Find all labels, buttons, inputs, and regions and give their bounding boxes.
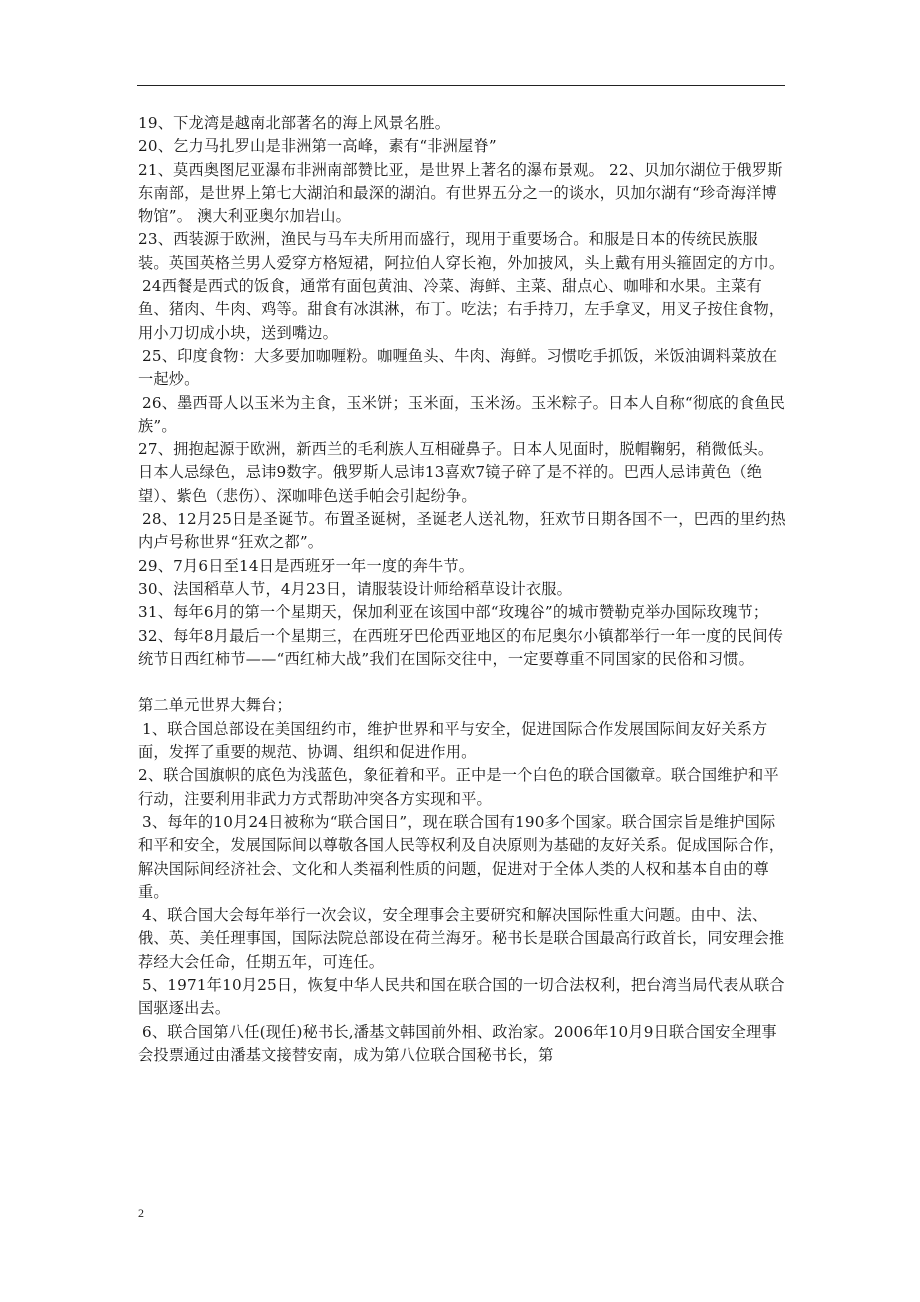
section-heading: 第二单元世界大舞台；	[138, 696, 292, 715]
paragraph-31: 31、每年6月的第一个星期天，保加利亚在该国中部“玫瑰谷”的城市赞勒克举办国际玫瑰节；	[138, 603, 769, 622]
paragraph-19: 19、下龙湾是越南北部著名的海上风景名胜。	[138, 114, 451, 132]
paragraph-20: 20、乞力马扎罗山是非洲第一高峰，素有“非洲屋脊”	[138, 137, 497, 156]
paragraph-28: 28、12月25日是圣诞节。布置圣诞树，圣诞老人送礼物，狂欢节日期各国不一，巴西的里约热内卢号称世界“狂欢之都”。	[138, 510, 786, 552]
paragraph-21-22: 21、莫西奥图尼亚瀑布非洲南部赞比亚，是世界上著名的瀑布景观。 22、贝加尔湖位于俄罗斯东南部，是世界上第七大湖泊和最深的湖泊。有世界五分之一的谈水，贝加尔湖有“珍奇海洋博物馆”。 澳大利亚奥尔加岩山。	[138, 160, 783, 226]
paragraph-23: 23、西装源于欧洲，渔民与马车夫所用而盛行，现用于重要场合。和服是日本的传统民族服装。英国英格兰男人爱穿方格短裙，阿拉伯人穿长袍，外加披风，头上戴有用头箍固定的方巾。	[138, 230, 785, 272]
paragraph-24: 24西餐是西式的饭食，通常有面包黄油、冷菜、海鲜、主菜、甜点心、咖啡和水果。主菜有鱼、猪肉、牛肉、鸡等。甜食有冰淇淋，布丁。吃法；右手持刀，左手拿叉，用叉子按住食物，用小刀切成小块，送到嘴边。	[138, 277, 785, 342]
blank-line	[138, 671, 788, 694]
header-rule	[137, 85, 785, 86]
page-number: 2	[138, 1206, 144, 1220]
paragraph-30: 30、法国稻草人节，4月23日，请服装设计师给稻草设计衣服。	[138, 579, 573, 598]
un-paragraph-1: 1、联合国总部设在美国纽约市，维护世界和平与安全，促进国际合作发展国际间友好关系方面，发挥了重要的规范、协调、组织和促进作用。	[138, 719, 768, 762]
paragraph-32: 32、每年8月最后一个星期三，在西班牙巴伦西亚地区的布尼奥尔小镇都举行一年一度的民间传统节日西红柿节——“西红柿大战”我们在国际交往中，一定要尊重不同国家的民俗和习惯。	[138, 626, 784, 668]
un-paragraph-4: 4、联合国大会每年举行一次会议，安全理事会主要研究和解决国际性重大问题。由中、法、俄、英、美任理事国，国际法院总部设在荷兰海牙。秘书长是联合国最高行政首长，同安理会推荐经大会任命，任期五年，可连任。	[138, 906, 785, 971]
paragraph-27: 27、拥抱起源于欧洲，新西兰的毛利族人互相碰鼻子。日本人见面时，脱帽鞠躬，稍微低头。日本人忌绿色，忌讳9数字。俄罗斯人忌讳13喜欢7镜子碎了是不祥的。巴西人忌讳黄色（绝望）、紫色（悲伤）、深咖啡色送手帕会引起纷争。	[138, 440, 774, 505]
un-paragraph-6: 6、联合国第八任(现任)秘书长,潘基文韩国前外相、政治家。2006年10月9日联合国安全理事会投票通过由潘基文接替安南，成为第八位联合国秘书长，第	[138, 1022, 777, 1064]
paragraph-25: 25、印度食物：大多要加咖喱粉。咖喱鱼头、牛肉、海鲜。习惯吃手抓饭，米饭油调料菜放在一起炒。	[138, 346, 778, 389]
un-paragraph-2: 2、联合国旗帜的底色为浅蓝色，象征着和平。正中是一个白色的联合国徽章。联合国维护和平行动，注要利用非武力方式帮助冲突各方实现和平。	[138, 766, 779, 808]
paragraph-29: 29、7月6日至14日是西班牙一年一度的奔牛节。	[138, 556, 475, 575]
un-paragraph-5: 5、1971年10月25日，恢复中华人民共和国在联合国的一切合法权利，把台湾当局代表从联合国驱逐出去。	[138, 975, 785, 1018]
document-body	[138, 112, 788, 1067]
paragraph-26: 26、墨西哥人以玉米为主食，玉米饼；玉米面，玉米汤。玉米粽子。日本人自称“彻底的食鱼民族”。	[138, 393, 786, 435]
un-paragraph-3: 3、每年的10月24日被称为“联合国日”，现在联合国有190多个国家。联合国宗旨是维护国际和平和安全，发展国际间以尊敬各国人民等权利及自决原则为基础的友好关系。促成国际合作，解决国际间经济社会、文化和人类福利性质的问题，促进对于全体人类的人权和基本自由的尊重。	[138, 812, 785, 901]
